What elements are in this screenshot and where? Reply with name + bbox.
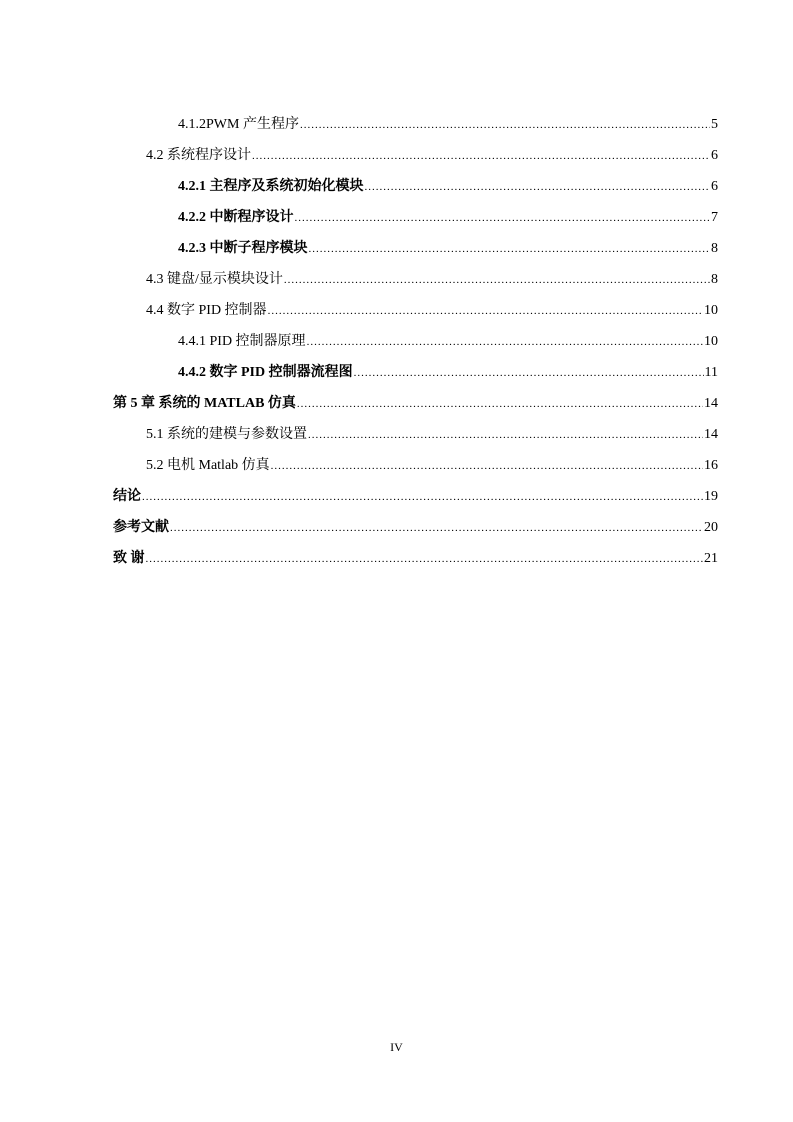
toc-entry[interactable] bbox=[113, 109, 718, 140]
toc-entry-page: 8 bbox=[711, 272, 718, 287]
toc-entry-page: 14 bbox=[704, 427, 718, 442]
toc-entry[interactable] bbox=[113, 171, 718, 202]
toc-entry-title: 第 5 章 系统的 MATLAB 仿真 bbox=[113, 396, 296, 411]
toc-entry-page: 20 bbox=[704, 520, 718, 535]
toc-leader-dots bbox=[297, 389, 703, 420]
toc-entry-page: 19 bbox=[704, 489, 718, 504]
toc-leader-dots bbox=[354, 358, 704, 389]
toc-entry[interactable] bbox=[113, 450, 718, 481]
toc-entry-title: 4.1.2PWM 产生程序 bbox=[178, 117, 299, 132]
toc-entry-page: 6 bbox=[711, 148, 718, 163]
toc-entry-title: 致 谢 bbox=[113, 551, 145, 566]
toc-entry-title: 4.2.1 主程序及系统初始化模块 bbox=[178, 179, 364, 194]
toc-entry-title: 4.2 系统程序设计 bbox=[146, 148, 251, 163]
toc-leader-dots bbox=[142, 482, 703, 513]
toc-entry-title: 4.4 数字 PID 控制器 bbox=[146, 303, 267, 318]
toc-entry[interactable] bbox=[113, 388, 718, 419]
toc-entry-page: 14 bbox=[704, 396, 718, 411]
toc-leader-dots bbox=[295, 203, 711, 234]
toc-entry[interactable] bbox=[113, 481, 718, 512]
toc-leader-dots bbox=[307, 327, 703, 358]
toc-entry-page: 16 bbox=[704, 458, 718, 473]
toc-entry[interactable] bbox=[113, 357, 718, 388]
toc-leader-dots bbox=[271, 451, 703, 482]
toc-entry[interactable] bbox=[113, 326, 718, 357]
table-of-contents bbox=[113, 109, 718, 574]
toc-entry-page: 21 bbox=[704, 551, 718, 566]
toc-entry-title: 结论 bbox=[113, 489, 141, 504]
toc-leader-dots bbox=[252, 141, 710, 172]
toc-entry-title: 5.2 电机 Matlab 仿真 bbox=[146, 458, 270, 473]
toc-entry-page: 10 bbox=[704, 303, 718, 318]
toc-leader-dots bbox=[300, 110, 710, 141]
toc-entry[interactable] bbox=[113, 295, 718, 326]
toc-entry[interactable] bbox=[113, 202, 718, 233]
toc-entry-page: 8 bbox=[711, 241, 718, 256]
toc-entry-page: 5 bbox=[711, 117, 718, 132]
toc-leader-dots bbox=[309, 234, 711, 265]
toc-entry-title: 4.4.2 数字 PID 控制器流程图 bbox=[178, 365, 353, 380]
toc-entry-title: 4.2.2 中断程序设计 bbox=[178, 210, 294, 225]
toc-entry-page: 6 bbox=[711, 179, 718, 194]
toc-entry[interactable] bbox=[113, 140, 718, 171]
toc-entry-page: 10 bbox=[704, 334, 718, 349]
toc-entry-title: 参考文献 bbox=[113, 520, 169, 535]
toc-entry[interactable] bbox=[113, 512, 718, 543]
toc-entry[interactable] bbox=[113, 543, 718, 574]
toc-entry-page: 7 bbox=[711, 210, 718, 225]
toc-entry[interactable] bbox=[113, 419, 718, 450]
toc-entry[interactable] bbox=[113, 264, 718, 295]
toc-leader-dots bbox=[146, 544, 704, 575]
toc-leader-dots bbox=[365, 172, 711, 203]
page-number: IV bbox=[390, 1040, 403, 1054]
toc-entry-title: 4.4.1 PID 控制器原理 bbox=[178, 334, 306, 349]
toc-entry-title: 5.1 系统的建模与参数设置 bbox=[146, 427, 307, 442]
toc-leader-dots bbox=[170, 513, 703, 544]
toc-entry-title: 4.3 键盘/显示模块设计 bbox=[146, 272, 283, 287]
toc-entry-title: 4.2.3 中断子程序模块 bbox=[178, 241, 308, 256]
toc-entry[interactable] bbox=[113, 233, 718, 264]
toc-leader-dots bbox=[268, 296, 703, 327]
toc-leader-dots bbox=[284, 265, 710, 296]
toc-leader-dots bbox=[308, 420, 703, 451]
toc-entry-page: 11 bbox=[704, 365, 718, 380]
